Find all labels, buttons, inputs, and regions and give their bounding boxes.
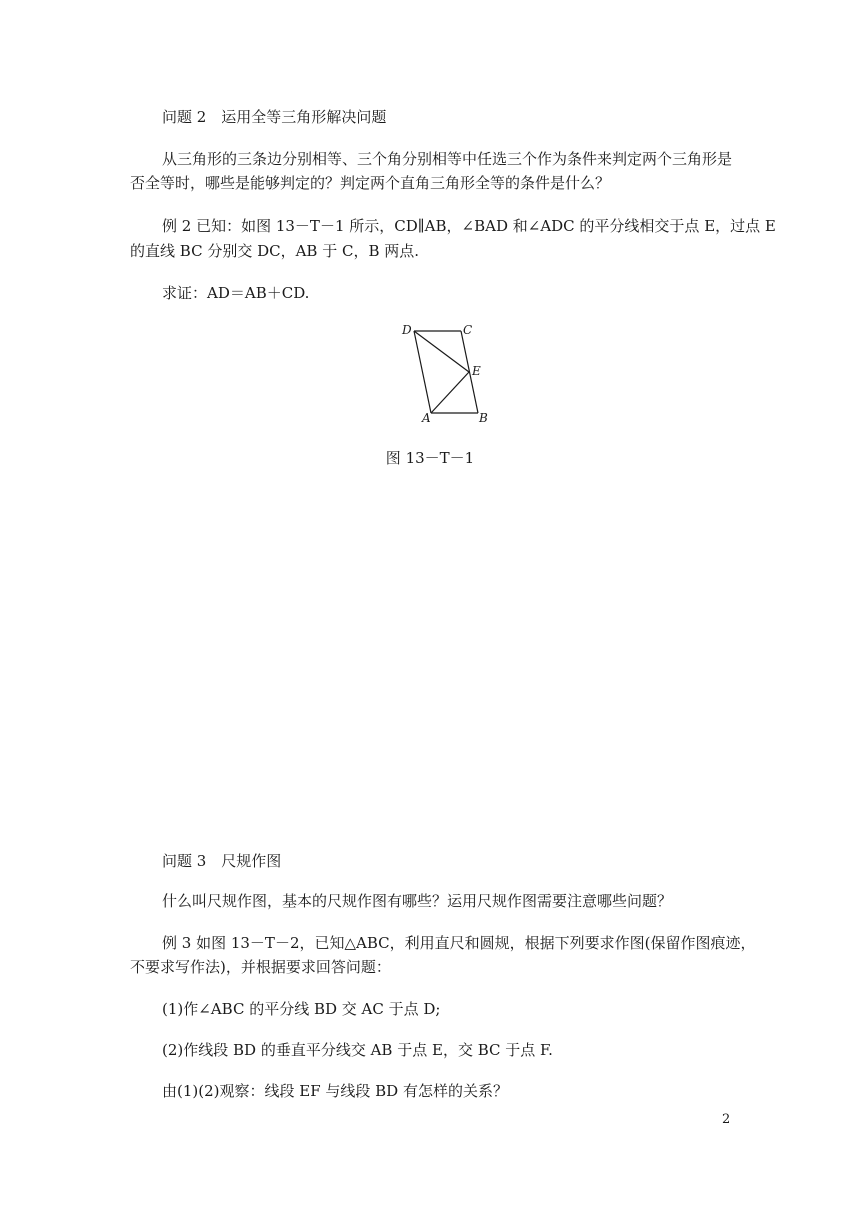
example3-observe: 由(1)(2)观察：线段 EF 与线段 BD 有怎样的关系？ bbox=[162, 1082, 508, 1100]
page-number: 2 bbox=[722, 1112, 731, 1127]
section2-heading: 问题 2 运用全等三角形解决问题 bbox=[162, 108, 387, 126]
example2-prove: 求证：AD＝AB＋CD. bbox=[162, 284, 310, 302]
section3-heading: 问题 3 尺规作图 bbox=[162, 852, 282, 870]
example3-item2: (2)作线段 BD 的垂直平分线交 AB 于点 E，交 BC 于点 F. bbox=[162, 1041, 553, 1059]
example3-item1: (1)作∠ABC 的平分线 BD 交 AC 于点 D; bbox=[162, 1000, 441, 1018]
example3-line2: 不要求写作法)，并根据要求回答问题： bbox=[130, 958, 391, 976]
figure-13-T-1 bbox=[395, 318, 505, 428]
example2-line2: 的直线 BC 分别交 DC，AB 于 C，B 两点. bbox=[130, 242, 420, 260]
segment-AD bbox=[414, 331, 431, 413]
example3-line1: 例 3 如图 13－T－2，已知△ABC，利用直尺和圆规，根据下列要求作图(保留作图痕迹， bbox=[162, 934, 756, 952]
point-label-B: B bbox=[479, 411, 488, 425]
point-label-A: A bbox=[422, 411, 431, 425]
point-label-E: E bbox=[472, 364, 481, 378]
segment-DE bbox=[414, 331, 469, 372]
section2-question-line1: 从三角形的三条边分别相等、三个角分别相等中任选三个作为条件来判定两个三角形是 bbox=[162, 150, 733, 168]
segment-AE bbox=[431, 372, 469, 413]
section2-question-line2: 否全等时，哪些是能够判定的？判定两个直角三角形全等的条件是什么？ bbox=[130, 174, 611, 192]
point-label-D: D bbox=[402, 323, 412, 337]
point-label-C: C bbox=[463, 323, 473, 337]
figure-caption: 图 13－T－1 bbox=[385, 449, 475, 467]
example2-line1: 例 2 已知：如图 13－T－1 所示，CD∥AB，∠BAD 和∠ADC 的平分线相交于点 E，过点 E bbox=[162, 217, 776, 235]
section3-question: 什么叫尺规作图，基本的尺规作图有哪些？运用尺规作图需要注意哪些问题？ bbox=[162, 892, 673, 910]
